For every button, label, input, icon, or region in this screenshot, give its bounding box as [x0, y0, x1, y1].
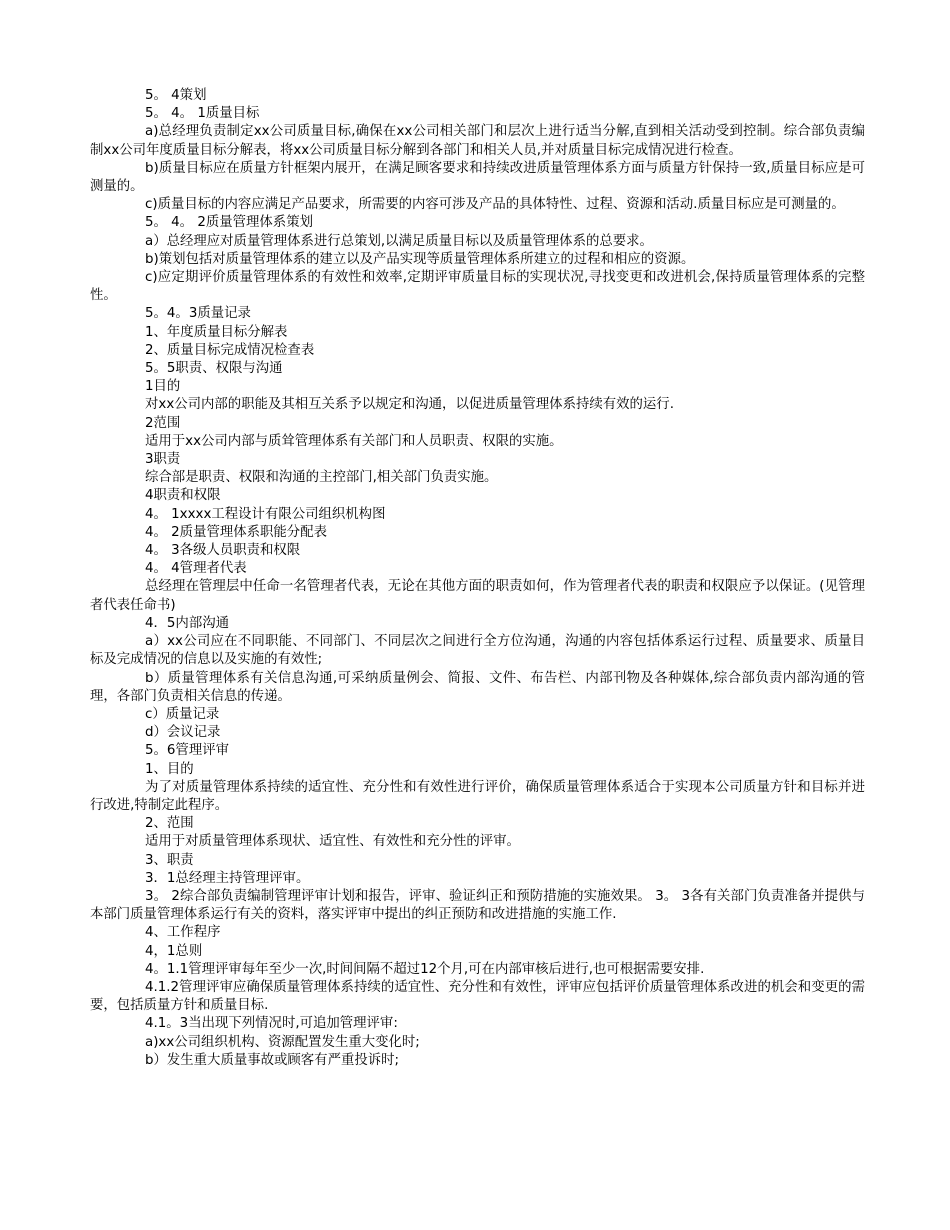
list-item: 4。 2质量管理体系职能分配表: [145, 524, 327, 540]
heading-5-4-1: 5。 4。 1质量目标: [145, 106, 260, 122]
heading-5-5: 5。5职责、权限与沟通: [145, 361, 283, 377]
subheading-purpose: 1目的: [145, 379, 181, 395]
document-body: [90, 87, 865, 1070]
subheading-scope: 2、范围: [145, 816, 194, 832]
subheading-general: 4，1总则: [145, 943, 203, 959]
list-item: 4。 3各级人员职责和权限: [145, 543, 301, 559]
paragraph: 3。 2综合部负责编制管理评审计划和报告，评审、验证纠正和预防措施的实施效果。 3。 3各有关部门负责准备并提供与本部门质量管理体系运行有关的资料，落实评审中提出的纠正预防和改进措施的实施工作.: [90, 888, 865, 923]
paragraph: 为了对质量管理体系持续的适宜性、充分性和有效性进行评价，确保质量管理体系适合于实现本公司质量方针和目标并进行改进,特制定此程序。: [90, 779, 865, 813]
paragraph: c)应定期评价质量管理体系的有效性和效率,定期评审质量目标的实现状况,寻找变更和改进机会,保持质量管理体系的完整性。: [90, 270, 865, 304]
paragraph: 适用于对质量管理体系现状、适宜性、有效性和充分性的评审。: [145, 834, 520, 850]
list-item: 4。 1xxxx工程设计有限公司组织机构图: [145, 506, 386, 522]
heading-5-4-3: 5。4。3质量记录: [145, 306, 251, 322]
paragraph: a）总经理应对质量管理体系进行总策划,以满足质量目标以及质量管理体系的总要求。: [145, 233, 653, 249]
paragraph: a）xx公司应在不同职能、不同部门、不同层次之间进行全方位沟通，沟通的内容包括体系运行过程、质量要求、质量目标及完成情况的信息以及实施的有效性;: [90, 634, 865, 668]
paragraph: b）质量管理体系有关信息沟通,可采纳质量例会、简报、文件、布告栏、内部刊物及各种媒体,综合部负责内部沟通的管理，各部门负责相关信息的传递。: [90, 670, 865, 704]
subheading-responsibility: 3职责: [145, 452, 181, 468]
list-item: 1、年度质量目标分解表: [145, 324, 288, 340]
paragraph: 4.1。3当出现下列情况时,可追加管理评审:: [145, 1016, 398, 1032]
subheading-purpose: 1、目的: [145, 761, 194, 777]
paragraph: 总经理在管理层中任命一名管理者代表，无论在其他方面的职责如何，作为管理者代表的职责和权限应予以保证。(见管理者代表任命书): [90, 579, 865, 613]
paragraph: b)策划包括对质量管理体系的建立以及产品实现等质量管理体系所建立的过程和相应的资源。: [145, 251, 695, 267]
paragraph: b)质量目标应在质量方针框架内展开，在满足顾客要求和持续改进质量管理体系方面与质量方针保持一致,质量目标应是可测量的。: [90, 160, 865, 195]
list-item: c）质量记录: [145, 706, 220, 722]
paragraph: a)总经理负责制定xx公司质量目标,确保在xx公司相关部门和层次上进行适当分解,直到相关活动受到控制。综合部负责编制xx公司年度质量目标分解表，将xx公司质量目标分解到各部门和相关人员,并对质量目标完成情况进行检查。: [90, 124, 865, 158]
paragraph: 适用于xx公司内部与质耸管理体系有关部门和人员职责、权限的实施。: [145, 433, 563, 449]
list-item: 2、质量目标完成情况检查表: [145, 342, 315, 358]
subheading-procedure: 4、工作程序: [145, 925, 221, 941]
subheading-authority: 4职责和权限: [145, 488, 221, 504]
paragraph: 4。1.1管理评审每年至少一次,时间间隔不超过12个月,可在内部审核后进行,也可根据需要安排.: [145, 961, 705, 977]
subheading-responsibility: 3、职责: [145, 852, 194, 868]
list-item: b）发生重大质量事故或顾客有严重投诉时;: [145, 1052, 400, 1068]
list-item: 4。 4管理者代表: [145, 561, 247, 577]
subheading-internal-communication: 4．5内部沟通: [145, 615, 229, 631]
paragraph: 对xx公司内部的职能及其相互关系予以规定和沟通，以促进质量管理体系持续有效的运行.: [145, 397, 674, 413]
list-item: d）会议记录: [145, 725, 221, 741]
heading-5-4: 5。 4策划: [145, 88, 207, 103]
paragraph: c)质量目标的内容应满足产品要求，所需要的内容可涉及产品的具体特性、过程、资源和活动.质量目标应是可测量的。: [145, 197, 845, 213]
heading-5-4-2: 5。 4。 2质量管理体系策划: [145, 215, 313, 231]
list-item: a)xx公司组织机构、资源配置发生重大变化时;: [145, 1034, 420, 1050]
paragraph: 3．1总经理主持管理评审。: [145, 870, 310, 886]
heading-5-6: 5。6管理评审: [145, 743, 229, 759]
paragraph: 综合部是职责、权限和沟通的主控部门,相关部门负责实施。: [145, 470, 498, 486]
paragraph: 4.1.2管理评审应确保质量管理体系持续的适宜性、充分性和有效性，评审应包括评价质量管理体系改进的机会和变更的需要，包括质量方针和质量目标.: [90, 979, 865, 1014]
subheading-scope: 2范围: [145, 415, 181, 431]
